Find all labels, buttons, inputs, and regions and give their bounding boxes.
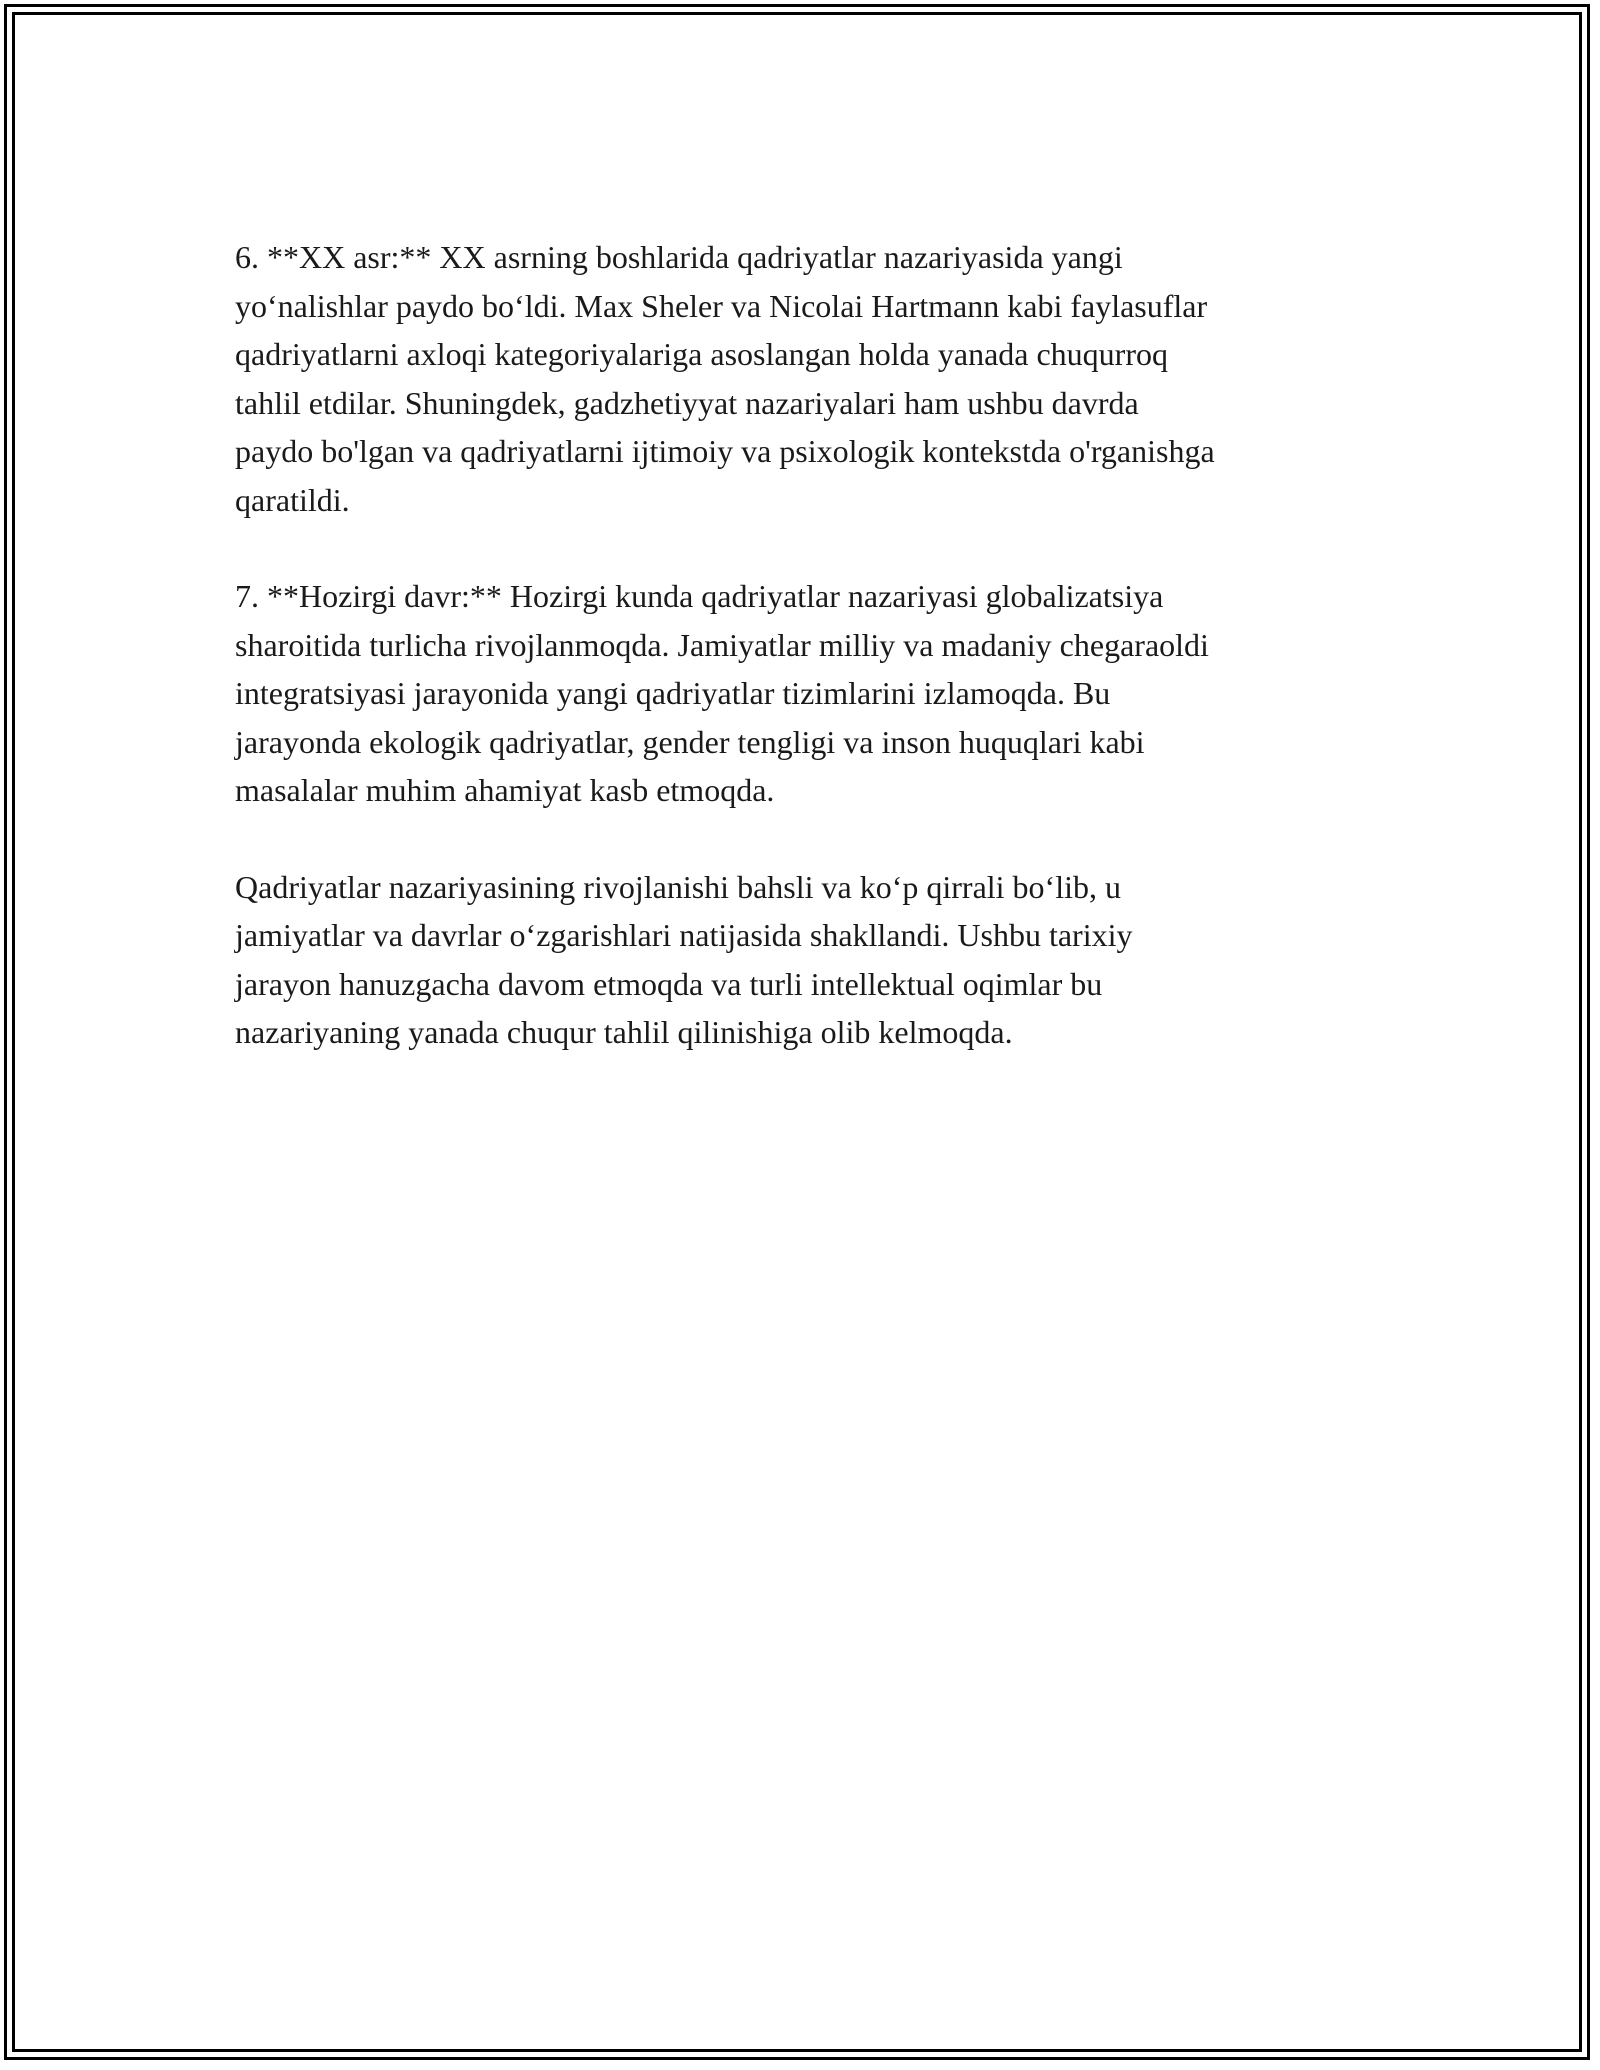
paragraph-conclusion: Qadriyatlar nazariyasining rivojlanishi bahsli va ko‘p qirrali bo‘lib, u jamiyatlar va davrlar o‘zgarishlari natijasida shakllandi. Ushbu tarixiy jarayon hanuzgacha davom etmoqda va turli intellektual oqimlar bu nazariyaning yanada chuqur tahlil qilinishiga olib kelmoqda. [235, 868, 1133, 1050]
paragraph-xx-century: 6. **XX asr:** XX asrning boshlarida qadriyatlar nazariyasida yangi yo‘nalishlar paydo bo‘ldi. Max Sheler va Nicolai Hartmann kabi faylasuflar qadriyatlarni axloqi kategoriyalariga asoslangan holda yanada chuqurroq tahlil etdilar. Shuningdek, gadzhetiyyat nazariyalari ham ushbu davrda paydo bo'lgan va qadriyatlarni ijtimoiy va psixologik kontekstda o'rganishga qaratildi. [235, 239, 1215, 518]
document-body [235, 233, 1365, 1105]
paragraph-present-day: 7. **Hozirgi davr:** Hozirgi kunda qadriyatlar nazariyasi globalizatsiya sharoitida turlicha rivojlanmoqda. Jamiyatlar milliy va madaniy chegaraoldi integratsiyasi jarayonida yangi qadriyatlar tizimlarini izlamoqda. Bu jarayonda ekologik qadriyatlar, gender tengligi va inson huquqlari kabi masalalar muhim ahamiyat kasb etmoqda. [235, 578, 1209, 808]
